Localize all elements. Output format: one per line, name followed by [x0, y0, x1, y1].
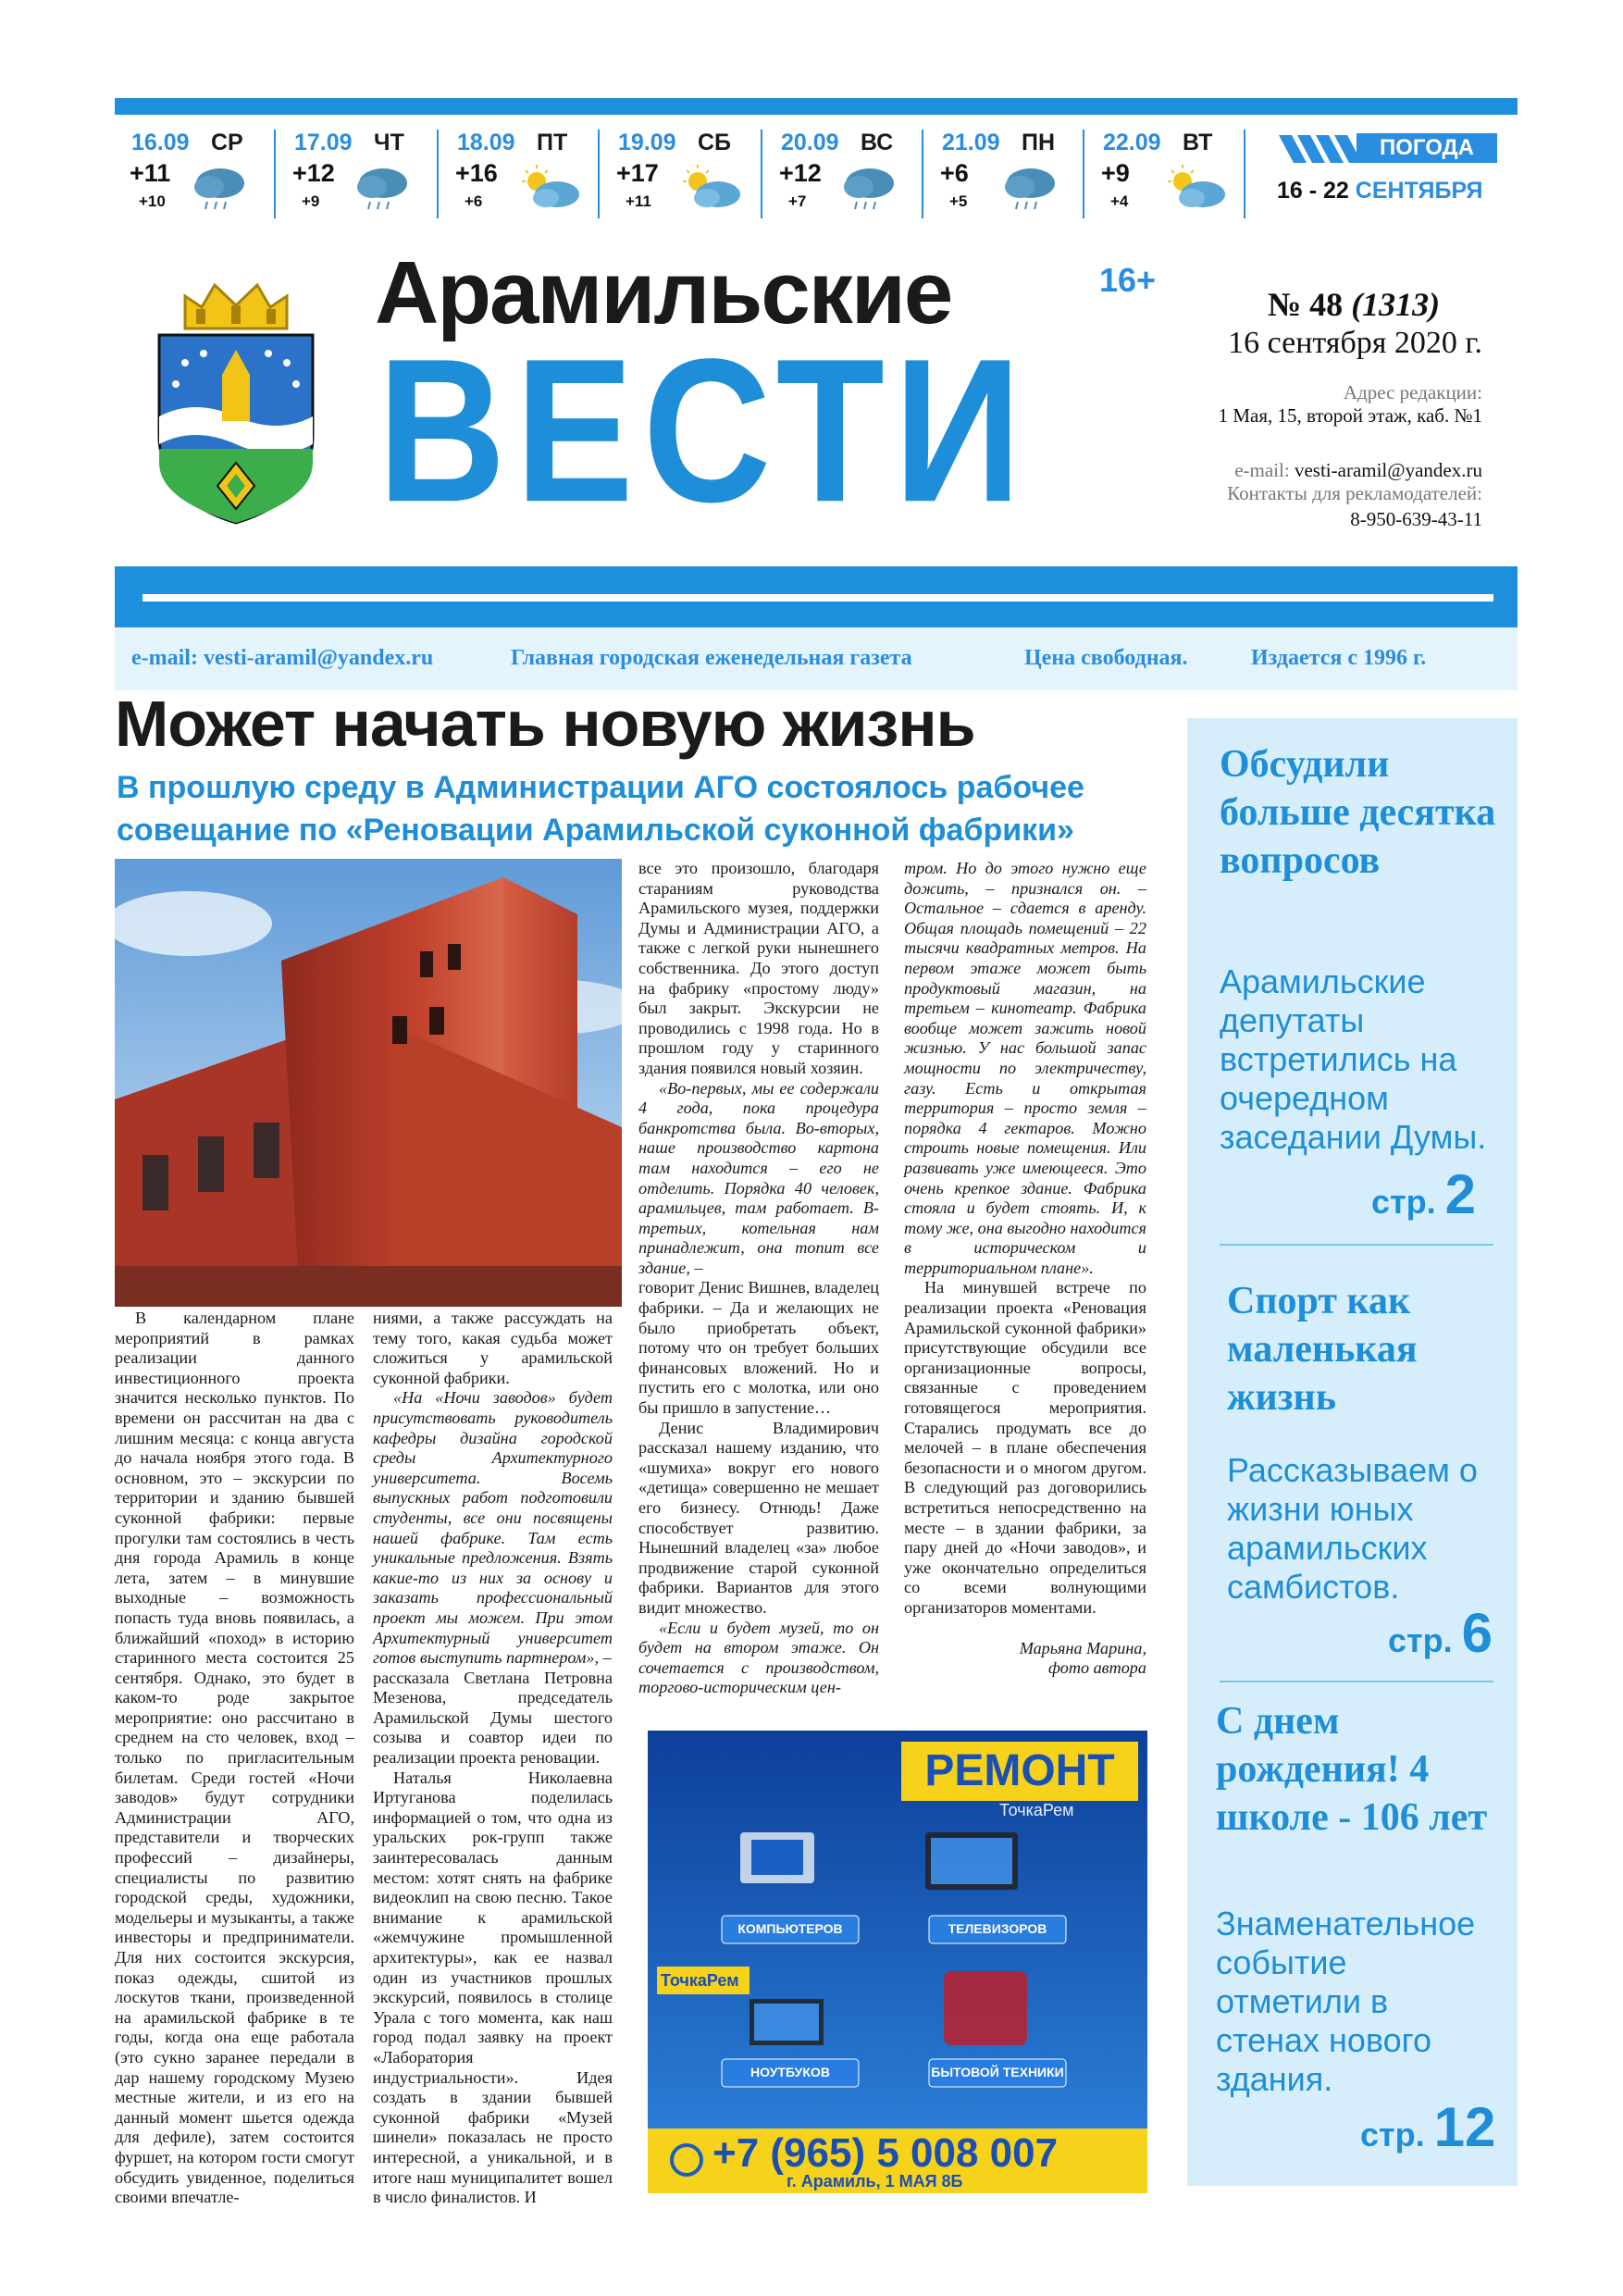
- ad-brand: ТочкаРем: [999, 1801, 1074, 1819]
- rain-cloud-icon: [840, 163, 899, 215]
- weather-date: 22.09: [1103, 130, 1161, 155]
- address: 1 Мая, 15, второй этаж, каб. №1: [1218, 404, 1482, 427]
- teaser-divider: [1220, 1244, 1493, 1246]
- ad-phone[interactable]: +7 (965) 5 008 007: [712, 2130, 1059, 2176]
- weather-weekday: СР: [211, 130, 243, 155]
- weather-day-temp: +12: [292, 159, 335, 187]
- article-subheadline: В прошлую среду в Администрации АГО состоялось рабочее совещание по «Реновации Арамильской суконной фабрики»: [117, 770, 1084, 848]
- teaser-3-page[interactable]: стр. 12: [1360, 2096, 1496, 2158]
- weather-night-temp: +9: [302, 192, 320, 210]
- weather-separator: [274, 130, 276, 218]
- weather-separator: [437, 130, 439, 218]
- weather-separator: [761, 130, 762, 218]
- weather-night-temp: +5: [949, 192, 968, 210]
- article-column-4: тром. Но до этого нужно еще дожить, – признался он. – Остальное – сдается в аренду. Общая площадь помещений – 22 тысячи квадратных метров. На первом этаже может быть продуктовый магазин, на третьем – кинотеатр. Фабрика вообще может зажить новой жизнью. У нас большой запас мощности по электричеству, газу. Есть и открытая территория – просто земля – порядка 4 гектаров. Можно строить новые помещения. Или развивать уже имеющееся. Это очень крепкое здание. Фабрика стояла и будет стоять. И, к тому же, она выгодно находится в историческом и территориальном плане». На минувшей встрече по реализации проекта «Реновация Арамильской суконной фабрики» присутствующие обсудили все организационные вопросы, связанные с проведением готовящегося мероприятия. Старались продумать все до мелочей – в плане обеспечения безопасности и о многом другом. В следующий раз договорились встретиться непосредственно на месте – в здании фабрики, за пару дней до «Ночи заводов», и уже окончательно определиться со всеми волнующими организаторов моментами. Марьяна Марина, фото автора: [904, 859, 1146, 1678]
- info-tagline: Главная городская еженедельная газета: [511, 646, 912, 670]
- issue-number: № 48 (1313): [1268, 286, 1441, 323]
- ad-item-appliances: БЫТОВОЙ ТЕХНИКИ: [931, 2065, 1064, 2079]
- email-link[interactable]: vesti-aramil@yandex.ru: [1294, 459, 1482, 481]
- weather-night-temp: +4: [1110, 192, 1129, 210]
- weather-night-temp: +10: [139, 192, 166, 210]
- weather-day-temp: +6: [940, 159, 969, 187]
- ad-item-computers: КОМПЬЮТЕРОВ: [737, 1921, 843, 1936]
- weather-date: 18.09: [457, 130, 515, 155]
- weather-day-temp: +16: [455, 159, 498, 187]
- issue-date: 16 сентября 2020 г.: [1228, 326, 1482, 360]
- weather-separator: [922, 130, 923, 218]
- weather-separator: [1244, 130, 1245, 218]
- teaser-2-page[interactable]: стр. 6: [1388, 1602, 1493, 1664]
- info-price: Цена свободная.: [1024, 646, 1188, 670]
- sun-cloud-icon: [516, 163, 583, 215]
- teaser-3-desc: Знаменательное событие отметили в стенах нового здания.: [1216, 1905, 1476, 2098]
- address-label: Адрес редакции:: [1343, 381, 1482, 403]
- weather-day: [925, 126, 1083, 228]
- teaser-divider: [1220, 1681, 1493, 1682]
- weather-weekday: СБ: [698, 130, 732, 155]
- weather-date: 16.09: [131, 130, 190, 155]
- weather-day: [115, 126, 272, 228]
- ad-title: РЕМОНТ: [924, 1746, 1115, 1795]
- info-since: Издается с 1996 г.: [1251, 646, 1427, 670]
- ad-item-tvs: ТЕЛЕВИЗОРОВ: [948, 1921, 1047, 1936]
- weather-weekday: ПН: [1022, 130, 1056, 155]
- teaser-1-desc: Арамильские депутаты встретились на очередном заседании Думы.: [1220, 962, 1487, 1156]
- teaser-2-title[interactable]: Спорт как маленькая жизнь: [1227, 1280, 1418, 1419]
- rain-cloud-icon: [1001, 163, 1060, 215]
- weather-night-temp: +11: [626, 192, 651, 210]
- weather-day-temp: +17: [616, 159, 659, 187]
- weather-weekday: ЧТ: [374, 130, 404, 155]
- author: Марьяна Марина,: [1019, 1638, 1146, 1657]
- weather-date: 17.09: [294, 130, 353, 155]
- weather-label: ПОГОДА: [1357, 133, 1497, 163]
- weather-day: [601, 126, 759, 228]
- weather-range: 16 - 22 СЕНТЯБРЯ: [1277, 178, 1483, 204]
- teaser-1-title[interactable]: Обсудили больше десятка вопросов: [1220, 743, 1496, 882]
- email-line: e-mail: vesti-aramil@yandex.ru: [1234, 459, 1482, 481]
- weather-night-temp: +7: [788, 192, 807, 210]
- weather-weekday: ВТ: [1183, 130, 1213, 155]
- article-column-3: все это произошло, благодаря стараниям руководства Арамильского музея, поддержки Думы и Администрации АГО, а также с легкой руки нынешнего собственника. До этого доступ на фабрику «простому люду» был закрыт. Экскурсии не проводились с 1998 года. Но в прошлом году у старинного здания появился новый хозяин. «Во-первых, мы ее содержали 4 года, пока процедура банкротства была. Во-вторых, наше производство картона там находится – его не отделить. Порядка 40 человек, арамильцев, там работает. В-третьих, котельная нам принадлежит, она топит все здание, – говорит Денис Вишнев, владелец фабрики. – Да и желающих не было приобретать объект, потому что он требует больших финансовых вложений. Но и пустить его с молотка, или оно бы пришло в запустение… Денис Владимирович рассказал нашему изданию, что «шумиха» вокруг его нового «детища» совершенно не мешает его бизнесу. Отнюдь! Даже способствует развитию. Нынешний владелец «за» любое продвижение старой суконной фабрики. Вариантов для этого видит множество. «Если и будет музей, то он будет на втором этаже. Он сочетается с производством, торгово-историческим цен-: [638, 859, 879, 1697]
- info-bar: [115, 627, 1518, 690]
- ad-item-laptops: НОУТБУКОВ: [750, 2065, 830, 2079]
- weather-night-temp: +6: [465, 192, 483, 210]
- teaser-1-page[interactable]: стр. 2: [1371, 1163, 1477, 1225]
- weather-day: [278, 126, 435, 228]
- ads-phone: 8-950-639-43-11: [1350, 508, 1482, 530]
- article-column-1: В календарном плане мероприятий в рамках реализации данного инвестиционного проекта значится несколько пунктов. По времени он рассчитан на два с лишним месяца: с конца августа до начала ноября этого года. В основном, это – экскурсии по территории и зданию бывшей суконной фабрики: первые прогулки там состоялись в честь дня города Арамиль в конце лета, затем – в минувшие выходные – возможность попасть туда вновь появилась, а ближайший «поход» в историю старинного места состоится 25 сентября. Однако, это будет в каком-то роде закрытое мероприятие: оно рассчитано в среднем на сто человек, вход – только по пригласительным билетам. Среди гостей «Ночи заводов» будут сотрудники Администрации АГО, представители и творческих профессий – дизайнеры, специалисты по развитию городской среды, художники, модельеры и музыканты, а также инвесторы и предприниматели. Для них состоится экскурсия, показ одежды, сшитой из лоскутов ткани, произведенной на арамильской фабрике в те годы, когда она еще работала (это сукно заранее передали в дар нашему городскому Музею местные жители, и из его на данный момент шьется одежда для дефиле), затем состоится фуршет, на котором гости смогут обсудить увиденное, поделиться своими впечатле-: [115, 1309, 354, 2207]
- weather-separator: [598, 130, 600, 218]
- weather-day: [764, 126, 922, 228]
- age-rating: 16+: [1099, 261, 1157, 299]
- repair-advertisement[interactable]: [648, 1731, 1147, 2193]
- sun-cloud-icon: [677, 163, 744, 215]
- weather-day-temp: +12: [779, 159, 822, 187]
- teaser-3-title[interactable]: С днем рождения! 4 школе - 106 лет: [1216, 1700, 1488, 1839]
- weather-separator: [1083, 130, 1084, 218]
- header-white-line: [142, 594, 1493, 602]
- weather-date: 20.09: [781, 130, 839, 155]
- photo-credit: фото автора: [1048, 1658, 1146, 1678]
- teaser-2-desc: Рассказываем о жизни юных арамильских самбистов.: [1227, 1451, 1478, 1606]
- weather-day-temp: +9: [1101, 159, 1130, 187]
- weather-weekday: ПТ: [537, 130, 568, 155]
- weather-top-bar: [115, 98, 1518, 115]
- article-column-2: ниями, а также рассуждать на тему того, какая судьба может сложиться у арамильской суконной фабрики. «На «Ночи заводов» будет присутствовать руководитель кафедры дизайна городской среды Архитектурного университета. Восемь выпускных работ подготовили студенты, все они посвящены нашей фабрике. Там есть уникальные предложения. Взять какие-то из них за основу и заказать профессиональный проект мы можем. При этом Архитектурный университет готов выступить партнером», – рассказала Светлана Петровна Мезенова, председатель Арамильской Думы шестого созыва и соавтор идеи по реализации проекта реновации. Наталья Николаевна Иртуганова поделилась информацией о том, что одна из уральских рок-групп также заинтересовалась данным местом: хотят снять на фабрике видеоклип на свою песню. Такое внимание к арамильской «жемчужине промышленной архитектуры», как ее назвал один из участников прошлых экскурсий, появилось в столице Урала с того момента, как наш город подал заявку на проект «Лаборатория индустриальности». Идея создать в здании бывшей суконной фабрики «Музей шинели» показалась не просто интересной, а уникальной, и в итоге наш муниципалитет вошел в число финалистов. И: [373, 1309, 613, 2207]
- weather-date: 21.09: [942, 130, 1000, 155]
- info-email[interactable]: e-mail: vesti-aramil@yandex.ru: [131, 646, 434, 670]
- newspaper-title-main: ВЕСТИ: [378, 316, 1031, 545]
- rain-cloud-icon: [191, 163, 250, 215]
- ad-badge: ТочкаРем: [661, 1971, 739, 1990]
- newspaper-title-top: Арамильские: [375, 243, 952, 342]
- sun-cloud-icon: [1162, 163, 1229, 215]
- weather-weekday: ВС: [861, 130, 894, 155]
- weather-date: 19.09: [618, 130, 676, 155]
- ad-address: г. Арамиль, 1 МАЯ 8Б: [787, 2172, 963, 2191]
- ads-contact-label: Контакты для рекламодателей:: [1227, 482, 1482, 504]
- article-headline: Может начать новую жизнь: [115, 688, 975, 760]
- coat-of-arms-logo: [148, 278, 324, 527]
- stripes-decoration: [1279, 135, 1362, 163]
- weather-day: [1086, 126, 1244, 228]
- weather-day: [440, 126, 598, 228]
- rain-cloud-icon: [353, 163, 413, 215]
- factory-photo: [115, 859, 622, 1307]
- weather-day-temp: +11: [130, 159, 171, 187]
